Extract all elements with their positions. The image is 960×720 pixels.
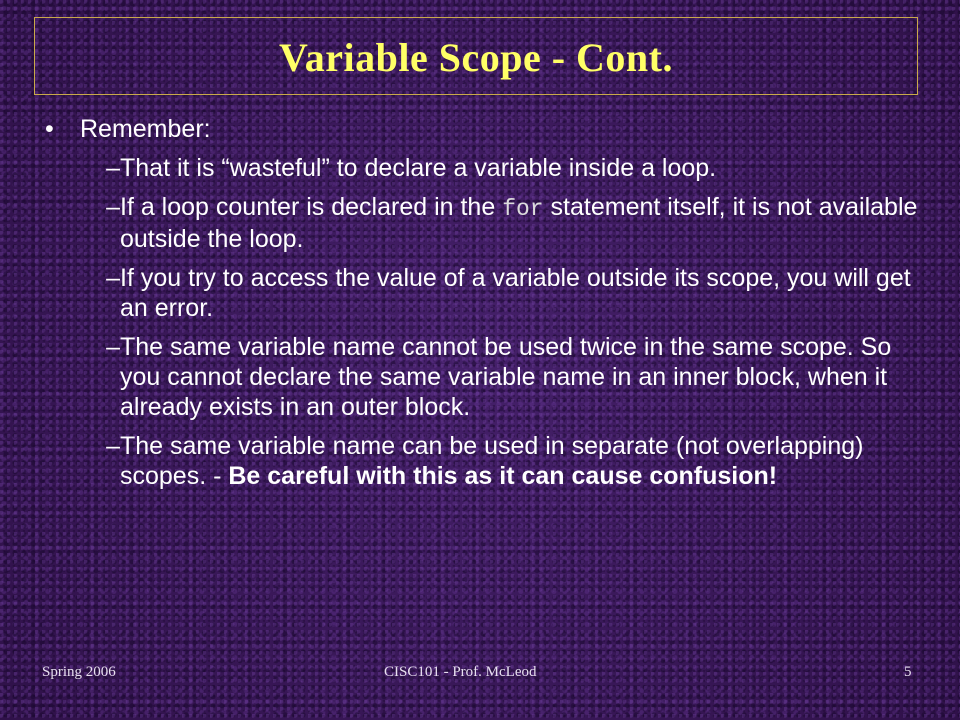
dash-icon: –: [106, 154, 120, 182]
sub-item-text: [120, 431, 925, 491]
bullet-text: Remember:: [80, 115, 211, 143]
page-number: 5: [904, 664, 912, 680]
footer-course: CISC101 - Prof. McLeod: [384, 664, 537, 680]
bullet-icon: •: [45, 115, 54, 143]
sub-item-text: If you try to access the value of a variable outside its scope, you will get an error.: [120, 264, 911, 322]
dash-icon: –: [106, 333, 120, 361]
sub-item-text: The same variable name cannot be used twice in the same scope. So you cannot declare the same variable name in an inner block, when it already exists in an outer block.: [120, 333, 892, 421]
sub-item: [70, 153, 925, 183]
sub-item: [70, 332, 925, 422]
sub-item-text: That it is “wasteful” to declare a variable inside a loop.: [120, 154, 717, 182]
sub-item-text-normal: The same variable name can be used in separate (not overlapping) scopes. -: [120, 432, 864, 490]
slide-title: Variable Scope - Cont.: [279, 34, 673, 80]
sub-list: [45, 153, 925, 491]
dash-icon: –: [106, 193, 120, 221]
slide-body: [45, 113, 925, 500]
dash-icon: –: [106, 264, 120, 292]
sub-item-text-before: If a loop counter is declared in the: [120, 193, 503, 221]
sub-item-text-after: statement itself, it is not available outside the loop.: [120, 193, 918, 253]
title-frame: [34, 17, 918, 95]
sub-item: [70, 263, 925, 323]
dash-icon: –: [106, 432, 120, 460]
sub-item: [70, 431, 925, 491]
bullet-item: [45, 113, 925, 145]
footer-date: Spring 2006: [42, 664, 116, 680]
warning-text: Be careful with this as it can cause confusion!: [228, 462, 778, 490]
code-keyword: for: [502, 196, 544, 222]
sub-item: [70, 192, 925, 254]
sub-item-text: [120, 192, 925, 254]
